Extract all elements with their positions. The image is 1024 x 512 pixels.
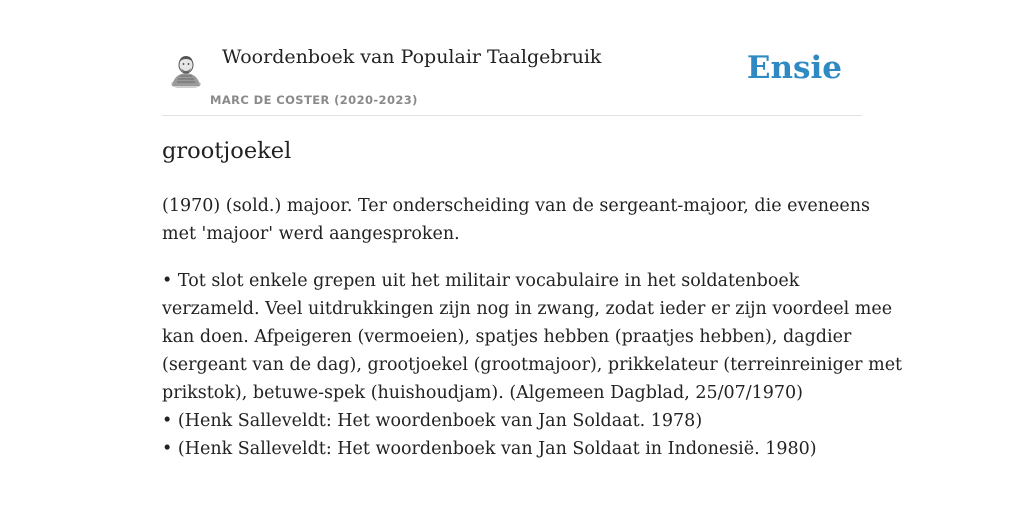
notes-line: prikstok), betuwe-spek (huishoudjam). (Algemeen Dagblad, 25/07/1970) [162, 383, 804, 403]
notes-line: (sergeant van de dag), grootjoekel (grootmajoor), prikkelateur (terreinreiniger met [162, 355, 903, 375]
author-portrait-icon [169, 52, 203, 88]
site-header [162, 40, 862, 116]
source-citation: • (Henk Salleveldt: Het woordenboek van Jan Soldaat. 1978) [162, 411, 703, 431]
notes-paragraph [162, 267, 903, 463]
site-title[interactable]: Woordenboek van Populair Taalgebruik [222, 46, 602, 68]
notes-line: verzameld. Veel uitdrukkingen zijn nog in zwang, zodat ieder er zijn voordeel mee [162, 299, 893, 319]
brand-logo[interactable]: Ensie [746, 50, 842, 86]
source-citation: • (Henk Salleveldt: Het woordenboek van Jan Soldaat in Indonesië. 1980) [162, 439, 817, 459]
notes-line: • Tot slot enkele grepen uit het militair vocabulaire in het soldatenboek [162, 271, 800, 291]
definition-paragraph [162, 192, 870, 248]
author-credit: MARC DE COSTER (2020-2023) [210, 93, 418, 107]
definition-line: (1970) (sold.) majoor. Ter onderscheiding van de sergeant-majoor, die eveneens [162, 196, 870, 216]
definition-line: met 'majoor' werd aangesproken. [162, 224, 460, 244]
entry-title: grootjoekel [162, 138, 292, 164]
entry-body [162, 192, 903, 482]
notes-line: kan doen. Afpeigeren (vermoeien), spatjes hebben (praatjes hebben), dagdier [162, 327, 852, 347]
